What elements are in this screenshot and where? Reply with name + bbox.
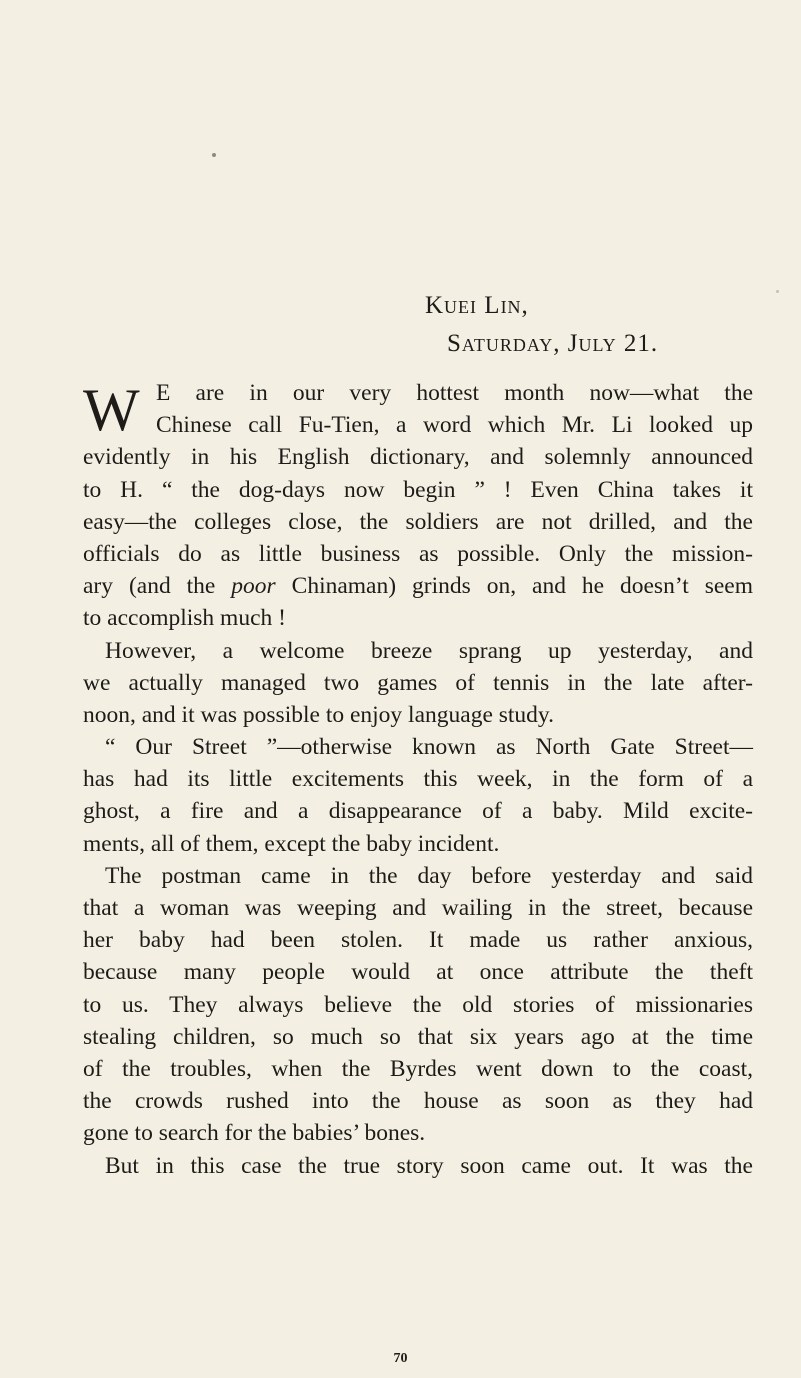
text-line: of the troubles, when the Byrdes went down to the coast,: [83, 1055, 753, 1082]
text-line: However, a welcome breeze sprang up yesterday, and: [105, 637, 753, 664]
text-line: Chinese call Fu-Tien, a word which Mr. Li looked up: [156, 412, 753, 439]
text-line: noon, and it was possible to enjoy language study.: [83, 701, 555, 728]
text-line: ary (and the poor Chinaman) grinds on, and he doesn’t seem: [83, 573, 753, 600]
text-line: The postman came in the day before yesterday and said: [105, 862, 753, 889]
text-line: has had its little excitements this week, in the form of a: [83, 766, 753, 793]
heading-place: Kuei Lin,: [425, 292, 529, 319]
emphasis: poor: [231, 573, 276, 600]
text-line: the crowds rushed into the house as soon as they had: [83, 1088, 753, 1115]
text-line: But in this case the true story soon came out. It was the: [105, 1152, 753, 1179]
text-line: gone to search for the babies’ bones.: [83, 1120, 426, 1147]
text-line: her baby had been stolen. It made us rather anxious,: [83, 927, 753, 954]
body-text: [83, 377, 753, 1182]
ink-speck: [212, 153, 216, 157]
text-line: stealing children, so much so that six years ago at the time: [83, 1023, 753, 1050]
text-line: we actually managed two games of tennis in the late after-: [83, 669, 753, 696]
text-line: to us. They always believe the old stories of missionaries: [83, 991, 753, 1018]
text-line: easy—the colleges close, the soldiers are not drilled, and the: [83, 508, 753, 535]
heading-date: Saturday, July 21.: [447, 330, 659, 357]
drop-cap: W: [83, 377, 140, 443]
ink-speck: [776, 290, 779, 293]
text-line: ghost, a fire and a disappearance of a baby. Mild excite-: [83, 798, 753, 825]
page-number: 70: [393, 1351, 408, 1366]
text-line: because many people would at once attribute the theft: [83, 959, 753, 986]
text-line: to accomplish much !: [83, 605, 286, 632]
text-line: that a woman was weeping and wailing in the street, because: [83, 895, 753, 921]
text-line: officials do as little business as possible. Only the mission-: [83, 540, 753, 567]
text-line: evidently in his English dictionary, and solemnly announced: [83, 444, 753, 471]
text-line: ments, all of them, except the baby incident.: [83, 830, 500, 857]
text-line: “ Our Street ”—otherwise known as North Gate Street—: [105, 734, 753, 761]
text-line: E are in our very hottest month now—what the: [156, 380, 753, 406]
text-line: to H. “ the dog-days now begin ” ! Even China takes it: [83, 476, 753, 503]
